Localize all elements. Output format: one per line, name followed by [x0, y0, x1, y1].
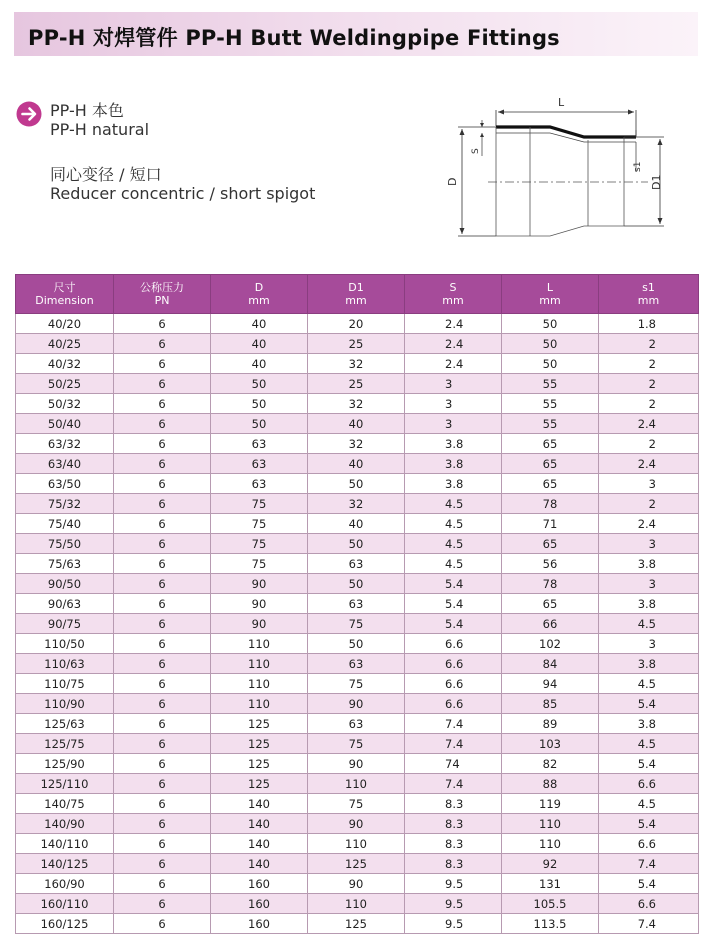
header-s1: s1 mm: [599, 275, 699, 314]
cell-pn: 6: [114, 574, 211, 594]
cell-d1: 75: [308, 794, 405, 814]
cell-pn: 6: [114, 354, 211, 374]
cell-s: 2.4: [405, 334, 502, 354]
spec-table: [15, 274, 699, 934]
table-row: [16, 474, 699, 494]
cell-s: 4.5: [405, 534, 502, 554]
cell-d: 40: [211, 314, 308, 334]
cell-s: 4.5: [405, 554, 502, 574]
table-row: [16, 354, 699, 374]
cell-s: 3.8: [405, 434, 502, 454]
cell-pn: 6: [114, 554, 211, 574]
cell-s1: 7.4: [599, 854, 699, 874]
header-dimension: 尺寸 Dimension: [16, 275, 114, 314]
cell-pn: 6: [114, 694, 211, 714]
cell-l: 92: [502, 854, 599, 874]
cell-d1: 32: [308, 494, 405, 514]
cell-d1: 25: [308, 374, 405, 394]
cell-d: 90: [211, 594, 308, 614]
arrow-right-icon: [16, 101, 42, 127]
cell-dimension: 63/32: [16, 434, 114, 454]
table-row: [16, 314, 699, 334]
cell-l: 50: [502, 334, 599, 354]
cell-s: 6.6: [405, 654, 502, 674]
cell-s: 4.5: [405, 494, 502, 514]
cell-s1: 1.8: [599, 314, 699, 334]
cell-d1: 40: [308, 514, 405, 534]
cell-d: 63: [211, 474, 308, 494]
cell-s1: 5.4: [599, 754, 699, 774]
cell-l: 71: [502, 514, 599, 534]
cell-d: 110: [211, 674, 308, 694]
cell-s: 6.6: [405, 674, 502, 694]
table-row: [16, 794, 699, 814]
cell-l: 66: [502, 614, 599, 634]
cell-dimension: 160/90: [16, 874, 114, 894]
table-row: [16, 774, 699, 794]
table-row: [16, 374, 699, 394]
label-d: D: [446, 177, 459, 186]
cell-dimension: 75/63: [16, 554, 114, 574]
cell-dimension: 90/63: [16, 594, 114, 614]
cell-s1: 6.6: [599, 774, 699, 794]
cell-pn: 6: [114, 634, 211, 654]
cell-dimension: 125/63: [16, 714, 114, 734]
cell-s: 9.5: [405, 914, 502, 934]
cell-l: 65: [502, 534, 599, 554]
cell-pn: 6: [114, 674, 211, 694]
cell-l: 131: [502, 874, 599, 894]
cell-l: 78: [502, 494, 599, 514]
cell-d: 75: [211, 514, 308, 534]
cell-s: 3: [405, 394, 502, 414]
cell-l: 113.5: [502, 914, 599, 934]
cell-l: 103: [502, 734, 599, 754]
cell-pn: 6: [114, 414, 211, 434]
cell-d1: 90: [308, 814, 405, 834]
cell-d: 75: [211, 554, 308, 574]
cell-l: 50: [502, 314, 599, 334]
cell-s1: 2: [599, 354, 699, 374]
cell-dimension: 140/125: [16, 854, 114, 874]
cell-dimension: 160/125: [16, 914, 114, 934]
cell-s1: 2.4: [599, 414, 699, 434]
cell-pn: 6: [114, 314, 211, 334]
cell-dimension: 40/20: [16, 314, 114, 334]
table-row: [16, 754, 699, 774]
cell-pn: 6: [114, 914, 211, 934]
cell-s: 2.4: [405, 354, 502, 374]
cell-pn: 6: [114, 374, 211, 394]
table-row: [16, 574, 699, 594]
cell-dimension: 40/25: [16, 334, 114, 354]
cell-d: 125: [211, 774, 308, 794]
cell-d: 75: [211, 534, 308, 554]
table-row: [16, 674, 699, 694]
cell-pn: 6: [114, 714, 211, 734]
cell-d1: 125: [308, 854, 405, 874]
cell-d: 110: [211, 654, 308, 674]
cell-pn: 6: [114, 834, 211, 854]
cell-d1: 50: [308, 634, 405, 654]
cell-s1: 2: [599, 394, 699, 414]
cell-l: 88: [502, 774, 599, 794]
cell-s1: 2.4: [599, 514, 699, 534]
cell-d1: 75: [308, 734, 405, 754]
cell-d1: 75: [308, 614, 405, 634]
table-row: [16, 334, 699, 354]
cell-d: 125: [211, 734, 308, 754]
cell-d: 40: [211, 354, 308, 374]
cell-d1: 50: [308, 574, 405, 594]
cell-l: 102: [502, 634, 599, 654]
label-d1: D1: [650, 174, 663, 190]
cell-s: 5.4: [405, 614, 502, 634]
cell-l: 56: [502, 554, 599, 574]
cell-s: 7.4: [405, 714, 502, 734]
cell-pn: 6: [114, 774, 211, 794]
cell-pn: 6: [114, 514, 211, 534]
cell-s: 3: [405, 374, 502, 394]
cell-s1: 2: [599, 434, 699, 454]
cell-l: 78: [502, 574, 599, 594]
cell-pn: 6: [114, 754, 211, 774]
cell-l: 65: [502, 474, 599, 494]
table-row: [16, 454, 699, 474]
reducer-diagram: [438, 90, 678, 248]
cell-s1: 3: [599, 574, 699, 594]
cell-pn: 6: [114, 894, 211, 914]
cell-d1: 32: [308, 394, 405, 414]
cell-s: 6.6: [405, 694, 502, 714]
cell-s: 8.3: [405, 834, 502, 854]
cell-dimension: 75/40: [16, 514, 114, 534]
cell-d: 140: [211, 794, 308, 814]
product-type-en: Reducer concentric / short spigot: [50, 184, 316, 203]
cell-dimension: 110/63: [16, 654, 114, 674]
cell-s1: 4.5: [599, 794, 699, 814]
cell-s1: 3: [599, 634, 699, 654]
cell-d: 50: [211, 414, 308, 434]
cell-d: 50: [211, 394, 308, 414]
cell-l: 55: [502, 414, 599, 434]
cell-dimension: 63/40: [16, 454, 114, 474]
cell-dimension: 75/32: [16, 494, 114, 514]
table-row: [16, 694, 699, 714]
cell-s: 74: [405, 754, 502, 774]
cell-s: 8.3: [405, 814, 502, 834]
label-s: S: [471, 148, 481, 154]
cell-d1: 90: [308, 754, 405, 774]
cell-d: 90: [211, 614, 308, 634]
header-d1: D1 mm: [308, 275, 405, 314]
cell-pn: 6: [114, 594, 211, 614]
cell-s1: 2: [599, 494, 699, 514]
cell-d: 90: [211, 574, 308, 594]
cell-dimension: 140/90: [16, 814, 114, 834]
header-l: L mm: [502, 275, 599, 314]
cell-pn: 6: [114, 434, 211, 454]
cell-pn: 6: [114, 814, 211, 834]
cell-d: 40: [211, 334, 308, 354]
table-row: [16, 414, 699, 434]
cell-dimension: 90/75: [16, 614, 114, 634]
cell-l: 82: [502, 754, 599, 774]
cell-d: 110: [211, 634, 308, 654]
cell-s1: 3.8: [599, 554, 699, 574]
cell-s: 7.4: [405, 734, 502, 754]
table-row: [16, 714, 699, 734]
cell-pn: 6: [114, 494, 211, 514]
cell-d1: 63: [308, 714, 405, 734]
cell-l: 55: [502, 374, 599, 394]
cell-dimension: 90/50: [16, 574, 114, 594]
cell-s1: 3: [599, 534, 699, 554]
cell-pn: 6: [114, 394, 211, 414]
label-s1: s1: [633, 161, 643, 172]
cell-dimension: 160/110: [16, 894, 114, 914]
cell-d1: 63: [308, 554, 405, 574]
cell-d: 140: [211, 854, 308, 874]
cell-dimension: 125/90: [16, 754, 114, 774]
table-row: [16, 914, 699, 934]
cell-dimension: 50/32: [16, 394, 114, 414]
cell-d: 160: [211, 874, 308, 894]
cell-d1: 40: [308, 414, 405, 434]
cell-s: 6.6: [405, 634, 502, 654]
cell-s1: 7.4: [599, 914, 699, 934]
cell-l: 89: [502, 714, 599, 734]
cell-d1: 50: [308, 474, 405, 494]
cell-s1: 3: [599, 474, 699, 494]
cell-s1: 3.8: [599, 594, 699, 614]
material-en: PP-H natural: [50, 120, 150, 139]
table-row: [16, 514, 699, 534]
cell-d: 63: [211, 434, 308, 454]
table-row: [16, 874, 699, 894]
cell-s1: 6.6: [599, 834, 699, 854]
cell-d: 63: [211, 454, 308, 474]
cell-d1: 25: [308, 334, 405, 354]
cell-d1: 32: [308, 354, 405, 374]
cell-s: 2.4: [405, 314, 502, 334]
cell-s1: 4.5: [599, 674, 699, 694]
cell-pn: 6: [114, 854, 211, 874]
cell-d1: 110: [308, 774, 405, 794]
table-row: [16, 434, 699, 454]
cell-s: 8.3: [405, 794, 502, 814]
cell-s1: 4.5: [599, 614, 699, 634]
cell-l: 55: [502, 394, 599, 414]
cell-l: 65: [502, 594, 599, 614]
cell-l: 105.5: [502, 894, 599, 914]
table-row: [16, 654, 699, 674]
table-row: [16, 614, 699, 634]
cell-d1: 110: [308, 894, 405, 914]
cell-d1: 75: [308, 674, 405, 694]
header-pn: 公称压力 PN: [114, 275, 211, 314]
table-header-row: [16, 275, 699, 314]
cell-s1: 5.4: [599, 814, 699, 834]
cell-l: 85: [502, 694, 599, 714]
cell-d: 110: [211, 694, 308, 714]
cell-l: 65: [502, 434, 599, 454]
header-s: S mm: [405, 275, 502, 314]
header-d: D mm: [211, 275, 308, 314]
cell-d: 50: [211, 374, 308, 394]
cell-s1: 4.5: [599, 734, 699, 754]
table-row: [16, 594, 699, 614]
cell-d1: 90: [308, 694, 405, 714]
cell-s1: 5.4: [599, 694, 699, 714]
table-body: [16, 314, 699, 934]
cell-d1: 20: [308, 314, 405, 334]
cell-s: 9.5: [405, 894, 502, 914]
cell-pn: 6: [114, 534, 211, 554]
cell-dimension: 140/75: [16, 794, 114, 814]
cell-s: 8.3: [405, 854, 502, 874]
table-row: [16, 554, 699, 574]
cell-d1: 50: [308, 534, 405, 554]
table-row: [16, 834, 699, 854]
title-banner: [14, 12, 698, 56]
cell-s: 9.5: [405, 874, 502, 894]
cell-dimension: 40/32: [16, 354, 114, 374]
table-row: [16, 734, 699, 754]
cell-pn: 6: [114, 654, 211, 674]
cell-s1: 6.6: [599, 894, 699, 914]
table-row: [16, 814, 699, 834]
cell-d: 140: [211, 814, 308, 834]
cell-s: 3.8: [405, 474, 502, 494]
cell-d1: 110: [308, 834, 405, 854]
table-row: [16, 854, 699, 874]
cell-pn: 6: [114, 734, 211, 754]
cell-d1: 32: [308, 434, 405, 454]
cell-s: 5.4: [405, 574, 502, 594]
cell-l: 65: [502, 454, 599, 474]
table-row: [16, 494, 699, 514]
cell-s: 7.4: [405, 774, 502, 794]
cell-pn: 6: [114, 334, 211, 354]
label-l: L: [558, 96, 565, 109]
cell-s1: 5.4: [599, 874, 699, 894]
cell-dimension: 63/50: [16, 474, 114, 494]
table-row: [16, 534, 699, 554]
cell-d: 125: [211, 754, 308, 774]
cell-dimension: 140/110: [16, 834, 114, 854]
cell-dimension: 75/50: [16, 534, 114, 554]
table-row: [16, 894, 699, 914]
cell-s1: 2: [599, 374, 699, 394]
cell-s1: 3.8: [599, 714, 699, 734]
cell-d: 160: [211, 894, 308, 914]
cell-s1: 2: [599, 334, 699, 354]
cell-pn: 6: [114, 454, 211, 474]
cell-d1: 125: [308, 914, 405, 934]
cell-d1: 63: [308, 594, 405, 614]
cell-s: 5.4: [405, 594, 502, 614]
cell-d: 125: [211, 714, 308, 734]
cell-pn: 6: [114, 474, 211, 494]
product-type-cn: 同心变径 / 短口: [50, 165, 162, 184]
cell-pn: 6: [114, 614, 211, 634]
cell-s: 4.5: [405, 514, 502, 534]
cell-pn: 6: [114, 794, 211, 814]
cell-l: 110: [502, 814, 599, 834]
cell-l: 119: [502, 794, 599, 814]
page-title: PP-H 对焊管件 PP-H Butt Weldingpipe Fittings: [28, 26, 560, 50]
cell-s: 3.8: [405, 454, 502, 474]
cell-l: 94: [502, 674, 599, 694]
cell-dimension: 125/110: [16, 774, 114, 794]
cell-l: 110: [502, 834, 599, 854]
cell-d1: 90: [308, 874, 405, 894]
cell-s1: 2.4: [599, 454, 699, 474]
cell-d1: 40: [308, 454, 405, 474]
material-cn: PP-H 本色: [50, 101, 124, 120]
cell-dimension: 110/90: [16, 694, 114, 714]
table-row: [16, 394, 699, 414]
cell-s1: 3.8: [599, 654, 699, 674]
cell-dimension: 110/50: [16, 634, 114, 654]
cell-l: 84: [502, 654, 599, 674]
cell-pn: 6: [114, 874, 211, 894]
cell-dimension: 50/25: [16, 374, 114, 394]
cell-d: 160: [211, 914, 308, 934]
cell-dimension: 110/75: [16, 674, 114, 694]
cell-l: 50: [502, 354, 599, 374]
cell-dimension: 125/75: [16, 734, 114, 754]
cell-d: 75: [211, 494, 308, 514]
table-row: [16, 634, 699, 654]
cell-d1: 63: [308, 654, 405, 674]
cell-dimension: 50/40: [16, 414, 114, 434]
cell-s: 3: [405, 414, 502, 434]
cell-d: 140: [211, 834, 308, 854]
